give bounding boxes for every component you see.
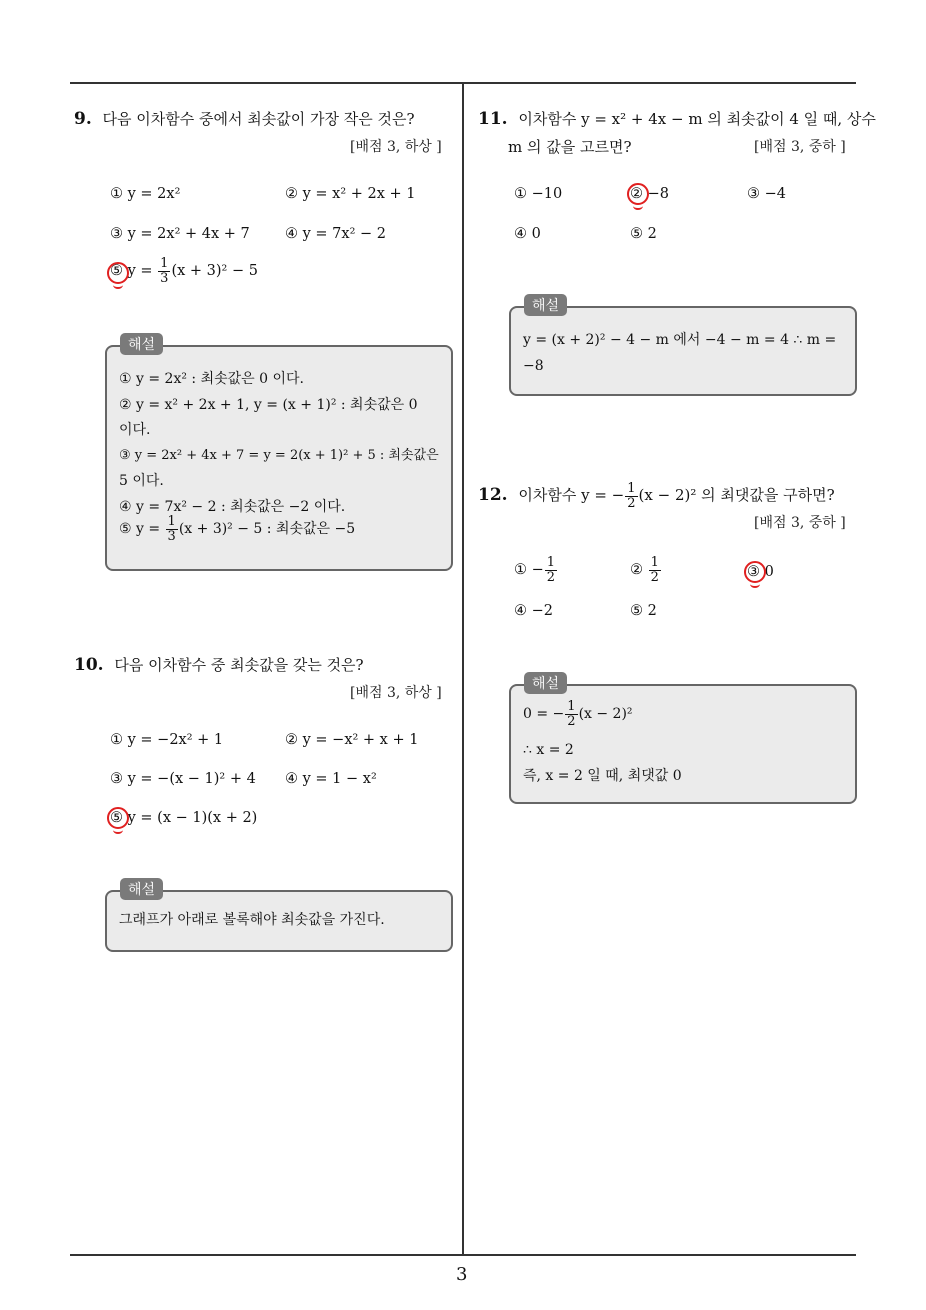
question-text-post: (x − 2)² 의 최댓값을 구하면? <box>638 486 835 505</box>
explain-line-1: 그래프가 아래로 볼록해야 최솟값을 가진다. <box>119 912 385 928</box>
question-number: 12. <box>478 485 508 506</box>
question-number: 9. <box>74 109 92 129</box>
explanation-box <box>509 684 857 804</box>
question-11 <box>478 108 876 129</box>
explain-line-2: ② y = x² + 2x + 1, y = (x + 1)² : 최솟값은 0 <box>119 397 418 413</box>
question-text: 다음 이차함수 중에서 최솟값이 가장 작은 것은? <box>102 110 415 128</box>
explanation-box <box>105 345 453 571</box>
option-5[interactable] <box>110 257 258 285</box>
explanation-tag: 해설 <box>120 878 163 900</box>
option-4[interactable]: ④ 0 <box>514 226 541 242</box>
page-number: 3 <box>456 1264 468 1285</box>
option-1[interactable]: ① −10 <box>514 186 563 202</box>
option-5-marker: ⑤ <box>110 263 123 280</box>
question-text-line-2: m 의 값을 고르면? <box>508 138 632 156</box>
explain-line-7: ⑤ y = $\frac{1}{3}$ (x + 3)² − 5 : 최솟값은 −5 <box>119 514 356 544</box>
option-3[interactable]: ③ y = 2x² + 4x + 7 <box>110 226 250 242</box>
question-text-pre: 이차함수 y = − <box>518 486 625 505</box>
option-2[interactable]: ② −8 <box>630 186 669 202</box>
option-1[interactable]: ① y = −2x² + 1 <box>110 732 224 748</box>
question-text: 다음 이차함수 중 최솟값을 갖는 것은? <box>114 656 364 674</box>
explain-line-2: −8 <box>523 358 544 374</box>
option-4[interactable]: ④ y = 7x² − 2 <box>285 226 386 242</box>
question-meta: [배점 3, 하상 ] <box>350 139 442 155</box>
explain-line-1: ① y = 2x² : 최솟값은 0 이다. <box>119 371 304 387</box>
answer-circle-mark <box>107 262 129 284</box>
option-3[interactable]: ③ 0 <box>747 564 774 580</box>
explain-line-2: ∴ x = 2 <box>523 742 574 758</box>
answer-circle-mark <box>627 183 649 205</box>
fraction: $\frac{1}{2}$ <box>627 481 636 511</box>
option-4[interactable]: ④ −2 <box>514 603 553 619</box>
option-3[interactable]: ③ −4 <box>747 186 786 202</box>
option-2[interactable]: ② y = −x² + x + 1 <box>285 732 419 748</box>
answer-circle-mark <box>744 561 766 583</box>
explain-line-3: 즉, x = 2 일 때, 최댓값 0 <box>523 768 682 784</box>
option-4[interactable]: ④ y = 1 − x² <box>285 771 377 787</box>
explanation-tag: 해설 <box>524 294 567 316</box>
question-meta: [배점 3, 하상 ] <box>350 685 442 701</box>
explain-line-1: 0 = − $\frac{1}{2}$ (x − 2)² <box>523 699 633 729</box>
explain-line-6: ④ y = 7x² − 2 : 최솟값은 −2 이다. <box>119 499 346 515</box>
option-1[interactable]: ① − $\frac{1}{2}$ <box>514 555 556 585</box>
column-divider <box>462 84 464 1256</box>
explanation-box <box>509 306 857 396</box>
question-number: 10. <box>74 655 104 675</box>
answer-circle-mark <box>107 807 129 829</box>
question-10 <box>74 654 364 675</box>
question-9 <box>74 108 415 129</box>
question-12 <box>478 482 835 510</box>
option-3[interactable]: ③ y = −(x − 1)² + 4 <box>110 771 256 787</box>
question-meta: [배점 3, 중하 ] <box>754 139 846 155</box>
question-text: 이차함수 y = x² + 4x − m 의 최솟값이 4 일 때, 상수 <box>518 110 876 128</box>
explain-line-1: y = (x + 2)² − 4 − m 에서 −4 − m = 4 ∴ m = <box>523 332 837 348</box>
explanation-tag: 해설 <box>524 672 567 694</box>
explain-line-4: ③ y = 2x² + 4x + 7 = y = 2(x + 1)² + 5 : 최솟값은 <box>119 448 439 463</box>
option-5[interactable]: ⑤ 2 <box>630 603 657 619</box>
option-5[interactable]: ⑤ 2 <box>630 226 657 242</box>
option-5-lhs: y = <box>127 263 153 280</box>
option-1[interactable]: ① y = 2x² <box>110 186 181 202</box>
question-meta: [배점 3, 중하 ] <box>754 515 846 531</box>
option-2[interactable]: ② $\frac{1}{2}$ <box>630 555 659 585</box>
explain-line-5: 5 이다. <box>119 473 164 489</box>
option-2[interactable]: ② y = x² + 2x + 1 <box>285 186 416 202</box>
option-5-expr: (x + 3)² − 5 <box>171 263 258 280</box>
question-number: 11. <box>478 109 508 129</box>
explain-line-3: 이다. <box>119 422 151 438</box>
explanation-tag: 해설 <box>120 333 163 355</box>
fraction: $\frac{1}{3}$ <box>160 256 169 286</box>
option-5[interactable]: ⑤ y = (x − 1)(x + 2) <box>110 810 258 826</box>
